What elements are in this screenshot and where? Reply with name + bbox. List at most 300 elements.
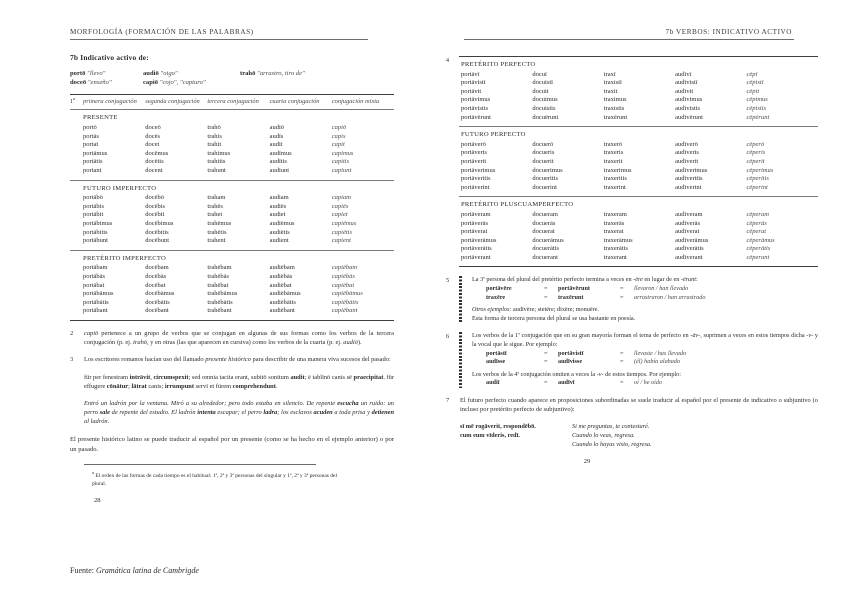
- verb-form: portābis: [83, 202, 104, 210]
- verb-form: audiēbātis: [269, 298, 296, 306]
- tense-block-presente: [70, 110, 394, 179]
- verb-form: docuerant: [532, 253, 558, 261]
- eq-gloss-0: llevaste / has llevado: [634, 349, 687, 357]
- verb-form: docueris: [532, 149, 555, 157]
- verb-form: traxerāmus: [603, 236, 633, 244]
- verb-form: portābant: [83, 307, 108, 315]
- verb-form: portābāmus: [83, 290, 114, 298]
- verb-form: audiō: [269, 124, 285, 131]
- pp-headword-1: doceō: [70, 79, 87, 86]
- verb-form: traxerātis: [603, 245, 628, 253]
- verb-form: capiēbam: [331, 264, 358, 272]
- verb-form: capiēmus: [331, 219, 357, 227]
- verb-form: docēbāmus: [145, 290, 175, 298]
- tense-forms-row: [70, 124, 394, 180]
- tense-block-pretérito-pluscuamperfecto: [446, 197, 818, 266]
- verb-form: traxī: [603, 70, 616, 78]
- verb-form: audit: [269, 141, 283, 149]
- forms-column-3: [270, 124, 332, 180]
- tense-label-row: [70, 251, 394, 265]
- tense-forms-row: [446, 71, 818, 127]
- latin-quotation: für per fenestram intrāvit, circumspexit; sed omnia tacita erant, subitō sonitum audit; ē tablīnō canis sē praecipitat. für effugere cōnātur; lātrat canis; irrumpunt servī et fūrem comprehendunt.: [84, 374, 394, 391]
- verb-form: portās: [83, 132, 99, 140]
- verb-form: traham: [207, 194, 226, 202]
- section-title: 7b Indicativo activo de:: [70, 53, 149, 62]
- verb-form: cēperat: [746, 228, 767, 236]
- note-6: [446, 332, 818, 388]
- verb-form: cēperit: [746, 157, 765, 165]
- left-table-bottom-rule: [70, 320, 394, 321]
- eq-right-0: portāvistī: [558, 349, 584, 357]
- verb-form: portātis: [83, 158, 103, 166]
- right-running-head: 7b VERBOS: INDICATIVO ACTIVO: [665, 28, 792, 36]
- verb-form: docuimus: [532, 96, 558, 104]
- verb-form: portāverit: [460, 157, 487, 165]
- footnote-rule: [84, 464, 316, 465]
- verb-form: audiam: [269, 194, 289, 202]
- row-spacer: [446, 211, 461, 267]
- forms-column-4: [747, 211, 818, 267]
- verb-form: docuit: [532, 87, 549, 95]
- closing-paragraph: El presente histórico latino se puede traducir al español por un presente (como se ha hecho en el ejemplo anterior) o por un pasado.: [70, 436, 394, 453]
- verb-form: capiēbat: [331, 281, 355, 289]
- verb-form: audīverant: [675, 253, 703, 261]
- note-2-number: 2: [70, 329, 74, 337]
- note-5: [446, 276, 818, 323]
- verb-form: trahēbant: [207, 307, 232, 315]
- eq-sign-2: =: [620, 285, 624, 293]
- verb-form: audīverint: [675, 183, 702, 191]
- verb-form: cēperātis: [746, 245, 771, 253]
- verb-form: traxerās: [603, 219, 625, 227]
- verb-form: capiētis: [331, 228, 352, 236]
- tense-label-row: [70, 181, 394, 195]
- verb-form: docuerimus: [532, 166, 563, 174]
- verb-form: portābō: [83, 194, 103, 202]
- forms-column-0: [461, 141, 532, 197]
- verb-form: traxerit: [603, 157, 623, 165]
- eq-gloss-0: llevaron / han llevado: [634, 285, 689, 293]
- forms-column-1: [532, 71, 603, 127]
- verb-form: audīvimus: [675, 96, 703, 104]
- verb-form: traxerant: [603, 253, 627, 261]
- right-tense-blocks: [446, 57, 818, 266]
- table-marker: [70, 95, 83, 109]
- note-5-more-examples: Otros ejemplos: audīvēre; stetēre; dixēre; monuēre.: [472, 306, 599, 314]
- verb-form: portāvit: [460, 87, 482, 95]
- verb-form: docēbant: [145, 307, 169, 315]
- verb-form: traxeram: [603, 210, 627, 218]
- pp-gloss-1: "enseño": [87, 79, 112, 86]
- verb-form: portāvimus: [460, 96, 491, 104]
- verb-form: docēbitis: [145, 228, 169, 236]
- forms-column-0: [461, 211, 532, 267]
- verb-form: portāveram: [460, 210, 491, 218]
- verb-form: portābunt: [83, 237, 108, 245]
- verb-form: audiēs: [269, 202, 287, 210]
- col-header-1: segunda conjugación: [145, 98, 200, 105]
- verb-form: trahēbāmus: [207, 290, 238, 298]
- source-label: Fuente:: [70, 566, 96, 575]
- eq-sign: =: [544, 349, 548, 357]
- eq-left-1: audīsse: [486, 358, 506, 366]
- pp-gloss-0: "llevo": [87, 70, 106, 77]
- note-7-examples: [446, 422, 818, 449]
- note-7-text: El futuro perfecto cuando aparece en proposiciones subordinadas se suele traducir al español por el presente de indicativo o subjuntivo (o incluso por pretérito perfecto de subjuntivo):: [460, 397, 818, 413]
- tense-block-futuro-imperfecto: [70, 181, 394, 250]
- left-folio: 28: [94, 497, 101, 505]
- verb-form: portābātis: [83, 298, 109, 306]
- forms-column-4: [332, 264, 394, 320]
- verb-form: cēpistī: [746, 79, 764, 87]
- verb-form: audīmus: [269, 149, 292, 157]
- note-3: [70, 356, 394, 365]
- verb-form: portāveritis: [460, 175, 491, 183]
- verb-form: docueram: [532, 210, 558, 218]
- right-folio: 29: [583, 457, 591, 465]
- note-5-intro: La 3ª persona del plural del pretérito perfecto termina a veces en -ēre en lugar de en -ērunt:: [472, 276, 698, 284]
- verb-form: cēperam: [746, 210, 769, 218]
- footnote-marker: a: [92, 470, 95, 476]
- forms-column-1: [145, 194, 207, 250]
- verb-form: trahēbās: [207, 272, 230, 280]
- verb-form: capiam: [331, 194, 351, 202]
- verb-form: capiō: [331, 124, 347, 131]
- forms-column-1: [532, 211, 603, 267]
- example-spanish: Cuando lo hayas visto, regresa.: [572, 440, 652, 448]
- row-spacer: [70, 264, 83, 320]
- verb-form: traxeris: [603, 149, 624, 157]
- verb-form: traxistis: [603, 104, 625, 112]
- verb-form: audiēbās: [269, 272, 293, 280]
- col-header-2: tercera conjugación: [207, 98, 259, 105]
- tense-label: FUTURO IMPERFECTO: [83, 184, 157, 192]
- tense-forms-row: [70, 194, 394, 250]
- tense-label: PRESENTE: [83, 114, 118, 122]
- verb-form: portāmus: [83, 149, 108, 157]
- verb-form: audīvistis: [675, 104, 701, 112]
- verb-form: trahunt: [207, 166, 226, 174]
- verb-form: cēperās: [746, 219, 767, 227]
- footnote-text: El orden de las formas de cada tiempo es el habitual: 1ª, 2ª y 3ª personas del singular y 1ª, 2ª y 3ª personas del plural.: [92, 472, 337, 487]
- verb-form: portāverimus: [460, 166, 496, 174]
- note-7-number: 7: [446, 397, 450, 404]
- tense-marker: [70, 251, 83, 265]
- verb-form: audiēbam: [269, 264, 295, 272]
- verb-form: audītis: [269, 158, 287, 166]
- pp-headword-0: portō: [70, 70, 86, 77]
- tense-marker: [446, 197, 461, 211]
- eq-sign-2: =: [620, 379, 624, 387]
- verb-form: capiet: [331, 211, 348, 219]
- note-7: [446, 397, 818, 415]
- verb-form: cēperant: [746, 253, 770, 261]
- verb-form: audiēbat: [269, 281, 292, 289]
- verb-form: portō: [83, 124, 97, 131]
- verb-form: docet: [145, 141, 160, 149]
- source-title: Gramática latina de Cambrigde: [96, 566, 199, 575]
- eq-left-tail: audiī: [486, 379, 500, 387]
- verb-form: docēbit: [145, 211, 165, 219]
- verb-form: traxeritis: [603, 175, 627, 183]
- verb-form: audīverō: [675, 140, 698, 148]
- verb-form: traxerat: [603, 228, 624, 236]
- verb-form: capiēbās: [331, 272, 355, 280]
- verb-form: portāverātis: [460, 245, 492, 253]
- verb-form: portant: [83, 166, 102, 174]
- tense-label: PRETÉRITO IMPERFECTO: [83, 254, 167, 262]
- verb-form: docēbimus: [145, 219, 174, 227]
- tense-forms-row: [446, 211, 818, 267]
- note-7-example-row: [460, 440, 818, 449]
- forms-column-4: [747, 141, 818, 197]
- verb-form: portāveris: [460, 149, 487, 157]
- table-marker-sup: a: [73, 96, 76, 101]
- verb-form: portat: [83, 141, 99, 149]
- verb-form: portāverās: [460, 219, 489, 227]
- verb-form: trahēbātis: [207, 298, 233, 306]
- verb-form: traxistī: [603, 79, 622, 87]
- eq-sign: =: [544, 293, 548, 301]
- forms-column-2: [604, 211, 675, 267]
- note-5-number: 5: [446, 277, 450, 285]
- example-latin: cum eum vīderis, redī.: [460, 431, 520, 439]
- col-header-3: cuarta conjugación: [269, 98, 320, 105]
- verb-form: audīverāmus: [675, 236, 709, 244]
- verb-form: traxērunt: [603, 113, 628, 121]
- note-5-tail: Esta forma de tercera persona del plural se usa bastante en poesía.: [472, 314, 636, 322]
- eq-right-0: portāvērunt: [558, 285, 590, 293]
- verb-form: capiēs: [331, 202, 349, 210]
- verb-form: capiunt: [331, 166, 352, 174]
- verb-form: audīvit: [675, 87, 694, 95]
- col-header-4: conjugación mixta: [331, 98, 380, 105]
- verb-form: audīverit: [675, 157, 699, 165]
- left-table-header-row: [70, 95, 394, 109]
- left-head-rule: [70, 39, 368, 40]
- eq-sign-2: =: [620, 293, 624, 301]
- verb-form: audīvistī: [675, 79, 698, 87]
- verb-form: docueritis: [532, 175, 558, 183]
- forms-column-2: [604, 71, 675, 127]
- verb-form: trahēbat: [207, 281, 229, 289]
- verb-form: audiēmus: [269, 219, 295, 227]
- principal-parts: [70, 69, 394, 87]
- verb-form: capiēbant: [331, 307, 358, 315]
- verb-form: portāvī: [460, 70, 480, 78]
- verb-form: audīveram: [675, 210, 703, 218]
- tense-forms-row: [70, 264, 394, 320]
- note-7-example-row: [460, 431, 818, 440]
- note-6-equation-1: [486, 358, 818, 367]
- verb-form: audiunt: [269, 166, 290, 174]
- verb-form: trahētis: [207, 228, 227, 236]
- verb-form: portāverant: [460, 253, 491, 261]
- verb-form: capitis: [331, 158, 350, 166]
- forms-column-2: [207, 124, 269, 180]
- verb-form: cēperint: [746, 183, 768, 191]
- verb-form: docuerint: [532, 183, 557, 191]
- verb-form: cēpistis: [746, 104, 767, 112]
- verb-form: audīverās: [675, 219, 701, 227]
- verb-form: capis: [331, 132, 346, 140]
- tense-label: PRETÉRITO PLUSCUAMPERFECTO: [460, 201, 574, 209]
- forms-column-4: [747, 71, 818, 127]
- verb-form: docēbās: [145, 272, 167, 280]
- verb-form: cēperō: [746, 140, 765, 148]
- verb-form: docuerit: [532, 157, 554, 165]
- verb-form: audient: [269, 237, 289, 245]
- verb-form: capimus: [331, 149, 354, 157]
- eq-sign-2: =: [620, 358, 624, 366]
- forms-column-3: [270, 264, 332, 320]
- pp-headword-3: capiō: [143, 79, 159, 86]
- verb-form: docuistis: [532, 104, 556, 112]
- verb-form: portābitis: [83, 228, 108, 236]
- verb-form: trahis: [207, 132, 222, 140]
- verb-form: trahēs: [207, 202, 223, 210]
- note-6-body: [472, 332, 818, 388]
- verb-form: docuī: [532, 70, 547, 78]
- verb-form: portāverint: [460, 183, 490, 191]
- verb-form: audiet: [269, 211, 286, 219]
- forms-column-4: [332, 124, 394, 180]
- verb-form: trahet: [207, 211, 223, 219]
- verb-form: cēpit: [746, 87, 760, 95]
- note-2-text: capiō pertenece a un grupo de verbos que se conjugan en algunas de sus formas como los verbos de la tercera conjugación (p. ej. trahō, y en otras (las que aparecen en cursiva) como los verbos de la cuarta (p. ej. audiō).: [84, 329, 394, 346]
- verb-form: cēperimus: [746, 166, 774, 174]
- left-tense-blocks: [70, 110, 394, 319]
- verb-form: portābit: [83, 211, 104, 219]
- verb-form: docuērunt: [532, 113, 559, 121]
- verb-form: portābās: [83, 272, 106, 280]
- forms-column-3: [675, 141, 746, 197]
- pp-gloss-2: "oigo": [160, 70, 178, 77]
- note-6-change-bar: [459, 332, 462, 388]
- verb-form: docēbis: [145, 202, 166, 210]
- verb-form: cēpī: [746, 70, 758, 78]
- tense-marker: [446, 127, 461, 141]
- eq-gloss-1: (él) había alabado: [634, 358, 681, 366]
- eq-left-0: portāstī: [486, 349, 507, 357]
- eq-right-1: audīvisse: [558, 358, 583, 366]
- tense-forms-row: [446, 141, 818, 197]
- tense-block-pretérito-perfecto: [446, 57, 818, 126]
- verb-form: cēperis: [746, 149, 766, 157]
- eq-sign: =: [544, 358, 548, 366]
- verb-form: capient: [331, 237, 351, 245]
- verb-form: portāvērunt: [460, 113, 491, 121]
- verb-form: docēbam: [145, 264, 169, 272]
- verb-form: portāverat: [460, 228, 488, 236]
- note-6-tail-equation: [486, 379, 818, 388]
- col-header-0: primera conjugación: [83, 98, 137, 105]
- verb-form: trahēmus: [207, 219, 232, 227]
- verb-form: capit: [331, 141, 345, 149]
- verb-form: docuerātis: [532, 245, 560, 253]
- note-6-number: 6: [446, 333, 450, 341]
- verb-form: docēbat: [145, 281, 166, 289]
- verb-form: traximus: [603, 96, 627, 104]
- pp-gloss-3: "cojo", "capturo": [159, 79, 206, 86]
- tense-marker: [70, 181, 83, 195]
- row-spacer: [446, 141, 461, 197]
- pp-headword-4: trahō: [240, 70, 256, 77]
- verb-form: cēpērunt: [746, 113, 770, 121]
- verb-form: audīverātis: [675, 245, 704, 253]
- note-7-example-row: [460, 422, 818, 431]
- tense-block-pretérito-imperfecto: [70, 251, 394, 320]
- eq-gloss-tail: oí / he oído: [634, 379, 663, 387]
- note-5-change-bar: [459, 276, 462, 323]
- example-spanish: Cuando lo veas, regresa.: [572, 431, 635, 439]
- tense-label-row: [446, 127, 818, 141]
- verb-form: traxerimus: [603, 166, 632, 174]
- verb-form: cēpimus: [746, 96, 768, 104]
- forms-column-2: [207, 194, 269, 250]
- eq-left-1: traxēre: [486, 293, 506, 301]
- verb-form: docēmus: [145, 149, 169, 157]
- eq-sign: =: [544, 285, 548, 293]
- verb-form: docuerāmus: [532, 236, 564, 244]
- forms-column-1: [145, 124, 207, 180]
- forms-column-1: [145, 264, 207, 320]
- verb-form: portābam: [83, 264, 108, 272]
- note-5-body: [472, 276, 818, 323]
- verb-form: audīveris: [675, 149, 699, 157]
- verb-form: docētis: [145, 158, 164, 166]
- pp-gloss-4: "arrastro, tiro de": [257, 70, 305, 77]
- verb-form: audiētis: [269, 228, 290, 236]
- spanish-translation: Entró un ladrón por la ventana. Miró a su alrededor; pero todo estaba en silencio. De repente escucha un ruido: un perro sale de repente del estudio. El ladrón intenta escapar; el perro ladra; los esclavos acuden a toda prisa y detienen al ladrón.: [84, 400, 395, 426]
- verb-form: trahēbam: [207, 264, 232, 272]
- eq-right-1: traxērunt: [558, 293, 584, 301]
- verb-form: traxerō: [603, 140, 623, 148]
- right-page: [424, 0, 848, 599]
- pp-headword-2: audiō: [143, 70, 159, 77]
- verb-form: portāvistis: [460, 104, 489, 112]
- verb-form: cēperāmus: [746, 236, 775, 244]
- note-2: [70, 330, 394, 348]
- eq-gloss-1: arrastraron / han arrastrado: [634, 293, 706, 301]
- note-3-text: Los escritores romanos hacían uso del llamado presente histórico para describir de una manera viva sucesos del pasado:: [84, 356, 391, 364]
- verb-form: trahō: [207, 124, 221, 131]
- example-latin: [460, 440, 572, 449]
- verb-form: audīs: [269, 132, 284, 140]
- forms-column-0: [83, 264, 145, 320]
- verb-form: docēbunt: [145, 237, 170, 245]
- forms-column-0: [83, 124, 145, 180]
- verb-form: cēperitis: [746, 175, 769, 183]
- tense-block-futuro-perfecto: [446, 127, 818, 196]
- verb-form: audīvērunt: [675, 113, 703, 121]
- tense-marker: 4: [446, 58, 449, 64]
- verb-form: capiēbāmus: [331, 290, 363, 298]
- verb-form: docuistī: [532, 79, 553, 87]
- eq-right-tail: audīvī: [558, 379, 575, 387]
- note-6-tail: Los verbos de la 4ª conjugación omiten a veces la -v- de estos tiempos. Por ejemplo:: [472, 370, 681, 378]
- forms-column-2: [207, 264, 269, 320]
- verb-form: traxit: [603, 87, 618, 95]
- verb-form: audiēbant: [269, 307, 295, 315]
- verb-form: trahitis: [207, 158, 226, 166]
- forms-column-1: [532, 141, 603, 197]
- example-latin: sī mē rogāverit, respondēbō.: [460, 422, 536, 430]
- left-running-head: MORFOLOGÍA (FORMACIÓN DE LAS PALABRAS): [70, 28, 254, 36]
- verb-form: docēs: [145, 132, 161, 140]
- eq-sign: =: [544, 379, 548, 387]
- verb-form: audīverat: [675, 228, 700, 236]
